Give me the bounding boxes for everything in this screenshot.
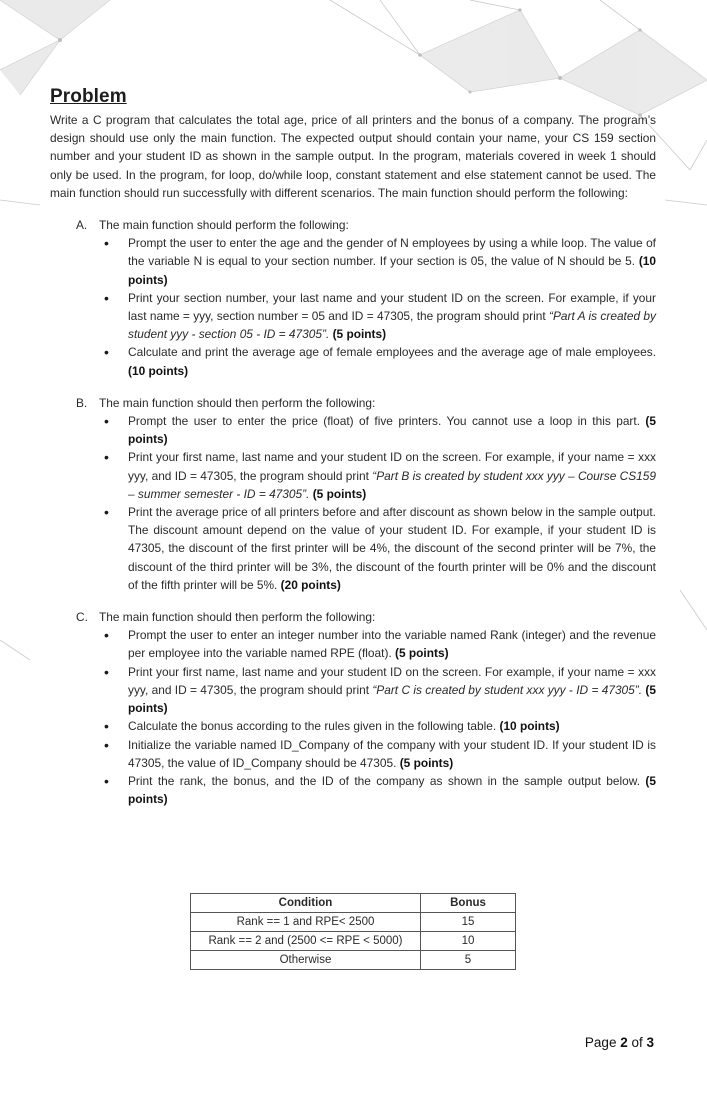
bullet-icon: • <box>104 289 109 306</box>
bullet-icon: • <box>104 718 109 735</box>
list-item <box>104 343 656 379</box>
item-points: (10 points) <box>128 254 656 287</box>
item-text: Prompt the user to enter the price (float) of five printers. You cannot use a loop in this part. <box>128 414 646 429</box>
section-heading-text: The main function should then perform the following: <box>99 395 376 410</box>
list-item <box>104 772 656 808</box>
section-letter: A. <box>76 218 88 233</box>
sections-container <box>50 216 656 808</box>
problem-title: Problem <box>50 86 127 107</box>
list-item <box>104 663 656 718</box>
item-points: (5 points) <box>128 682 656 716</box>
section-a <box>50 216 656 380</box>
item-points: (5 points) <box>128 414 656 447</box>
section-c <box>50 608 656 808</box>
list-item <box>104 626 656 662</box>
item-text: Prompt the user to enter the age and the gender of N employees by using a while loop. The value of the variable N is equal to your section number. If your section is 05, the value of N should be 5. <box>128 236 656 269</box>
item-text: Print your first name, last name and your student ID on the screen. For example, if your name = xxx yyy, and ID = 47305, the program should print <box>128 664 656 697</box>
item-points: (5 points) <box>128 773 656 807</box>
page-prefix: Page <box>584 1035 621 1050</box>
item-points: (10 points) <box>128 363 189 378</box>
bullet-icon: • <box>104 344 109 361</box>
item-example-output: “Part A is created by student yyy - section 05 - ID = 47305”. <box>128 309 656 342</box>
item-example-output: “Part C is created by student xxx yyy - ID = 47305”. <box>372 682 643 697</box>
item-text: Print your section number, your last name and your student ID on the screen. For example, if your last name = yyy, section number = 05 and ID = 47305, the program should print <box>128 290 656 324</box>
item-points: (10 points) <box>499 719 560 734</box>
list-item <box>104 289 656 344</box>
section-heading <box>76 394 656 412</box>
section-heading <box>76 608 656 626</box>
section-heading-text: The main function should perform the following: <box>99 218 349 233</box>
bonus-cell: 15 <box>421 913 516 932</box>
condition-cell: Rank == 2 and (2500 <= RPE < 5000) <box>191 932 421 951</box>
page-current: 2 <box>620 1035 628 1050</box>
item-points: (20 points) <box>280 577 341 592</box>
item-points: (5 points) <box>399 755 454 770</box>
list-item <box>104 234 656 289</box>
document-body <box>50 86 656 808</box>
bullet-icon: • <box>104 772 109 789</box>
item-text: Print the rank, the bonus, and the ID of the company as shown in the sample output below. <box>128 773 646 788</box>
bonus-cell: 10 <box>421 932 516 951</box>
bullet-icon: • <box>104 663 109 680</box>
header-condition: Condition <box>191 894 421 913</box>
bullet-icon: • <box>104 235 109 252</box>
page-total: 3 <box>646 1035 654 1050</box>
header-bonus: Bonus <box>421 894 516 913</box>
list-item <box>104 503 656 594</box>
table-header-row <box>191 894 516 913</box>
item-points: (5 points) <box>312 486 367 501</box>
item-points: (5 points) <box>395 646 449 661</box>
list-item <box>104 736 656 772</box>
section-letter: B. <box>76 395 88 410</box>
item-points: (5 points) <box>332 327 387 342</box>
item-text: Calculate and print the average age of female employees and the average age of male employees. <box>128 345 656 360</box>
item-text: Initialize the variable named ID_Company of the company with your student ID. If your student ID is 47305, the value of ID_Company should be 47305. <box>128 737 656 770</box>
section-b <box>50 394 656 594</box>
bonus-table <box>190 893 516 970</box>
bullet-icon: • <box>104 627 109 644</box>
condition-cell: Otherwise <box>191 951 421 970</box>
bullet-list <box>50 626 656 808</box>
bullet-icon: • <box>104 413 109 430</box>
table-row <box>191 951 516 970</box>
bullet-list <box>50 412 656 594</box>
item-text: Calculate the bonus according to the rules given in the following table. <box>128 719 500 734</box>
item-text: Print the average price of all printers before and after discount as shown below in the sample output. The discount amount depend on the value of your student ID. For example, if your student ID is 47305, the discount of the first printer will be 4%, the discount of the second printer will be 7%, the discount of the third printer will be 3%, the discount of the fourth printer will be 0% and the discount of the fifth printer will be 5%. <box>128 505 656 592</box>
bullet-list <box>50 234 656 380</box>
section-heading <box>76 216 656 234</box>
table-row <box>191 932 516 951</box>
section-heading-text: The main function should then perform the following: <box>99 610 376 625</box>
section-letter: C. <box>76 610 88 625</box>
bullet-icon: • <box>104 736 109 753</box>
condition-cell: Rank == 1 and RPE< 2500 <box>191 913 421 932</box>
item-text: Prompt the user to enter an integer number into the variable named Rank (integer) and the revenue per employee into the variable named RPE (float). <box>128 628 656 661</box>
bullet-icon: • <box>104 449 109 466</box>
intro-paragraph: Write a C program that calculates the total age, price of all printers and the bonus of a company. The program’s design should use only the main function. The expected output should contain your name, your CS 159 section number and your student ID as shown in the sample output. In the program, materials covered in week 1 should only be used. In the program, for loop, do/while loop, constant statement and else statement cannot be used. The main function should run successfully with different scenarios. The main function should perform the following: <box>50 113 656 200</box>
item-text: Print your first name, last name and your student ID on the screen. For example, if your name = xxx yyy, and ID = 47305, the program should print <box>128 450 656 483</box>
bonus-cell: 5 <box>421 951 516 970</box>
list-item <box>104 717 656 735</box>
list-item <box>104 412 656 448</box>
bullet-icon: • <box>104 504 109 521</box>
page-number <box>585 1035 654 1050</box>
list-item <box>104 448 656 503</box>
item-example-output: “Part B is created by student xxx yyy – Course CS159 – summer semester - ID = 47305”. <box>128 468 656 501</box>
table-row <box>191 913 516 932</box>
page-of: of <box>627 1035 647 1050</box>
